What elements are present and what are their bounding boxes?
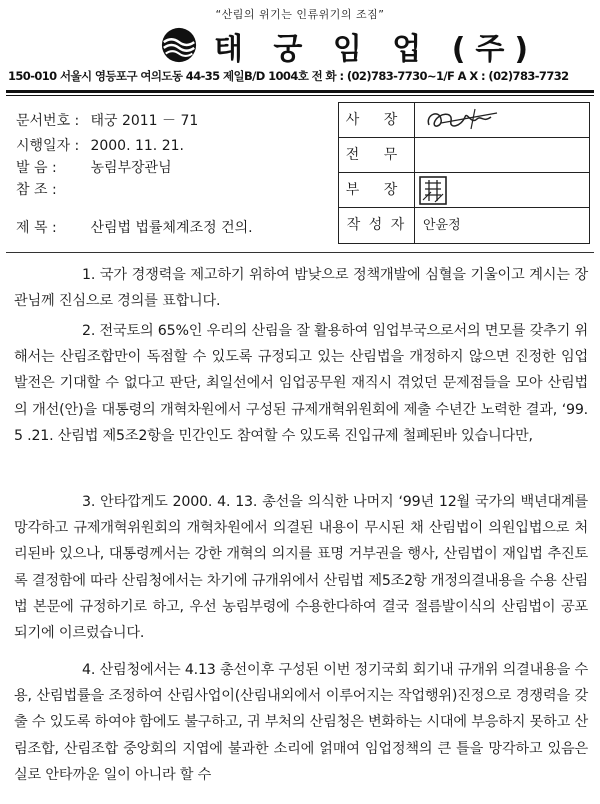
approval-box — [338, 102, 590, 244]
signature-scribble-icon — [421, 105, 511, 135]
approval-row-managing-director — [339, 138, 589, 173]
field-doc-no-label: 문서번호 : — [16, 113, 80, 129]
seal-stamp-icon — [417, 175, 451, 207]
approval-row-author — [339, 208, 589, 243]
paragraph-3: 3. 안타깝게도 2000. 4. 13. 총선을 의식한 나머지 ‘99년 12월 국가의 백년대계를 망각하고 규제개혁위원회의 개혁차원에서 의결된 내용이 무시된 채 산림법이 의원입법으로 처리된바 있으나, 대통령께서는 강한 개혁의 의지를 표명 거부권을 행사, 산림법이 재입법 추진토록 결정함에 따라 산림청에서는 차기에 규개위에서 산림법 제5조2항 개정의결내용을 수용 산림법 본문에 규정하기로 하고, 우선 농림부령에 수용한다하여 결국 절름발이식의 산림법이 공포되기에 이르렀습니다. — [14, 494, 588, 642]
paragraph-4: 4. 산림청에서는 4.13 총선이후 구성된 이번 정기국회 회기내 규개위 의결내용을 수용, 산림법률을 조정하여 산림사업이(산림내외에서 이루어지는 작업행위)진정으로 경쟁력을 갖출 수 있도록 하여야 함에도 불구하고, 귀 부처의 산림청은 변화하는 시대에 부응하지 못하고 산림조합, 산림조합 중앙회의 지엽에 불과한 소리에 얽매여 임업정책의 큰 틀을 망각하고 있음은 실로 안타까운 일이 아니라 할 수 — [14, 662, 588, 783]
field-recipient-value: 농림부장관님 — [90, 160, 172, 176]
approval-title: 전 무 — [339, 138, 415, 172]
approval-row-president — [339, 103, 589, 138]
company-logo-icon — [160, 26, 198, 64]
field-recipient — [16, 157, 172, 177]
field-subject-label: 제 목 : — [16, 220, 57, 236]
company-address: 150-010 서울시 영등포구 여의도동 44-35 제일B/D 1004호 전 화 : (02)783-7730~1/F A X : (02)783-7732 — [8, 69, 569, 83]
field-subject-value: 산림법 법률체계조정 건의. — [90, 220, 253, 236]
field-subject — [16, 217, 253, 237]
header-rule-thick — [6, 90, 594, 93]
field-doc-no-value: 태궁 2011 － 71 — [90, 113, 199, 129]
field-date-value: 2000. 11. 21. — [90, 138, 184, 154]
field-reference-label: 참 조 : — [16, 182, 57, 198]
field-date — [16, 135, 184, 155]
field-reference — [16, 179, 86, 199]
slogan: “산림의 위기는 인류위기의 조짐” — [215, 8, 385, 21]
paragraph-1: 1. 국가 경쟁력을 제고하기 위하여 밤낮으로 정책개발에 심혈을 기울이고 계시는 장관님께 진심으로 경의를 표합니다. — [14, 267, 588, 310]
approval-title: 부 장 — [339, 173, 415, 207]
company-name: 태 궁 임 업 (주) — [214, 32, 539, 67]
field-doc-no — [16, 110, 198, 130]
approval-title: 작 성 자 — [339, 208, 415, 243]
body-divider — [6, 252, 594, 253]
header-rule-thin — [6, 95, 594, 96]
approval-title: 사 장 — [339, 103, 415, 137]
field-date-label: 시행일자 : — [16, 138, 80, 154]
approval-value — [415, 138, 589, 172]
approval-row-manager — [339, 173, 589, 208]
paragraph-2: 2. 전국토의 65%인 우리의 산림을 잘 활용하여 임업부국으로서의 면모를 갖추기 위해서는 산림조합만이 독점할 수 있도록 규정되고 있는 산림법을 개정하지 않으면 진정한 임업발전은 기대할 수 없다고 판단, 최일선에서 임업공무원 재직시 겪었던 문제점들을 모아 산림법의 개선(안)을 대통령의 개혁차원에서 구성된 규제개혁위원회에 제출 수년간 노력한 결과, ‘99. 5 .21. 산림법 제5조2항을 민간인도 참여할 수 있도록 진입규제 철폐된바 있습니다만, — [14, 323, 588, 444]
approval-value: 안윤정 — [423, 218, 461, 233]
field-recipient-label: 발 음 : — [16, 160, 57, 176]
